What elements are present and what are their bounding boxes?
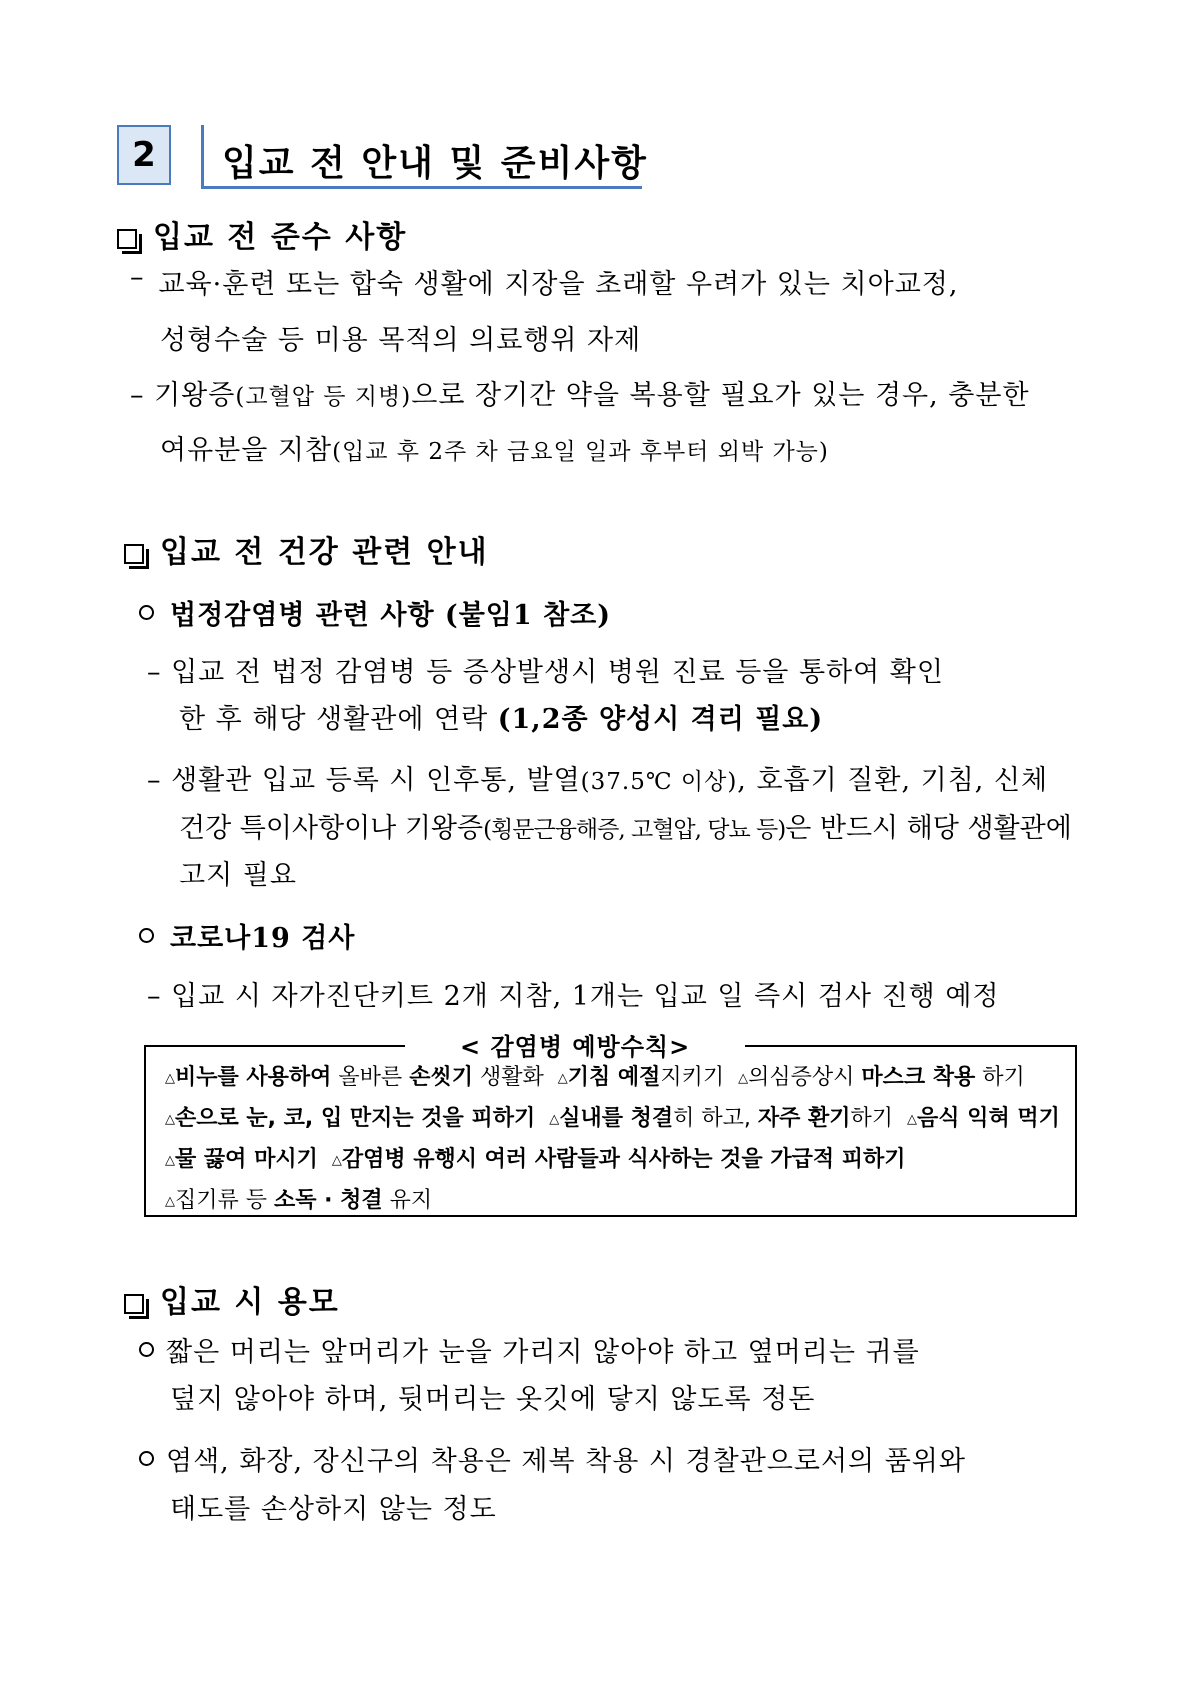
- prevention-text-run: [535, 1106, 549, 1131]
- triangle-bullet-icon: △: [165, 1112, 175, 1127]
- appearance-item-2-line-1-text: 염색, 화장, 장신구의 착용은 제복 착용 시 경찰관으로서의 품위와: [166, 1446, 966, 1477]
- appearance-heading-row: [124, 1277, 340, 1321]
- prevention-text-run: 기침 예절: [567, 1065, 661, 1090]
- triangle-bullet-icon: △: [165, 1194, 175, 1209]
- dash-bullet: –: [147, 981, 162, 1012]
- prevention-text-run: [318, 1147, 332, 1172]
- health-item-2-line-2: [179, 806, 1072, 845]
- triangle-bullet-icon: △: [165, 1153, 175, 1168]
- compliance-item-1-line-2: 성형수술 등 미용 목적의 의료행위 자제: [160, 325, 642, 356]
- appearance-heading: 입교 시 용모: [160, 1285, 340, 1320]
- appearance-item-2-line-1: [139, 1439, 966, 1478]
- triangle-bullet-icon: △: [738, 1071, 749, 1086]
- prevention-text-run: 손으로 눈, 코, 입 만지는 것을 피하기: [175, 1106, 536, 1131]
- dash-bullet: –: [147, 765, 162, 796]
- prevention-text-run: 손씻기: [409, 1065, 473, 1090]
- health-item-1-line-2-text: 한 후 해당 생활관에 연락: [179, 704, 489, 735]
- section-title-bar: [201, 125, 204, 189]
- prevention-text-run: 지키기: [660, 1065, 739, 1090]
- prevention-line-3: [165, 1142, 906, 1173]
- medical-history-note: (횡문근융해증, 고혈압, 당뇨 등): [483, 817, 786, 843]
- health-item-2-line-1: [147, 758, 1048, 797]
- health-item-1-line-1-text: 입교 전 법정 감염병 등 증상발생시 병원 진료 등을 통하여 확인: [171, 657, 944, 688]
- compliance-item-2-line-2-text: 여유분을 지참: [160, 435, 333, 466]
- health-item-2-line-2-text-a: 건강 특이사항이나 기왕증: [179, 813, 484, 844]
- prevention-text-run: 유지: [382, 1188, 433, 1213]
- prevention-rules-title: < 감염병 예방수칙>: [405, 1027, 745, 1062]
- checkbox-icon: [124, 1294, 144, 1314]
- prevention-text-run: 비누를 사용하여: [175, 1065, 332, 1090]
- compliance-heading-row: [117, 212, 407, 256]
- circle-bullet-icon: [139, 928, 154, 943]
- prevention-text-run: 실내를 청결: [559, 1106, 674, 1131]
- section-title-underline: [201, 186, 642, 189]
- health-item-2-line-1-text-c: , 호흡기 질환, 기침, 신체: [737, 765, 1049, 796]
- checkbox-icon: [117, 229, 137, 249]
- prevention-text-run: 소독 · 청결: [274, 1188, 383, 1213]
- dash-bullet: –: [130, 262, 145, 293]
- compliance-item-2-text-a: 기왕증: [154, 380, 236, 411]
- circle-bullet-icon: [139, 1451, 154, 1466]
- health-item-2-line-2-text-c: 은 반드시 해당 생활관에: [785, 813, 1072, 844]
- checkbox-icon: [124, 544, 144, 564]
- covid-heading: 코로나19 검사: [170, 923, 356, 954]
- prevention-text-run: 의심증상시: [748, 1065, 862, 1090]
- compliance-item-2-text-c: 으로 장기간 약을 복용할 필요가 있는 경우, 충분한: [411, 380, 1030, 411]
- dash-bullet: –: [130, 380, 145, 411]
- health-heading-row: [124, 527, 489, 571]
- section-number: 2: [117, 125, 171, 185]
- health-heading: 입교 전 건강 관련 안내: [160, 535, 489, 570]
- covid-item-1-text: 입교 시 자가진단키트 2개 지참, 1개는 입교 일 즉시 검사 진행 예정: [171, 981, 1000, 1012]
- prevention-line-2: [165, 1101, 1060, 1132]
- compliance-item-2-line-1: [130, 373, 1030, 412]
- prevention-text-run: 음식 익혀 먹기: [917, 1106, 1060, 1131]
- covid-heading-row: [139, 916, 355, 955]
- compliance-item-2-line-2-note: (입교 후 2주 차 금요일 일과 후부터 외박 가능): [332, 439, 829, 465]
- triangle-bullet-icon: △: [165, 1071, 175, 1086]
- prevention-text-run: 감염병 유행시 여러 사람들과 식사하는 것을 가급적 피하기: [341, 1147, 906, 1172]
- triangle-bullet-icon: △: [549, 1112, 560, 1127]
- appearance-item-1-line-1: [139, 1330, 920, 1369]
- fever-threshold-note: (37.5℃ 이상): [580, 769, 738, 795]
- prevention-line-1: [165, 1060, 1025, 1091]
- infectious-disease-heading-row: [139, 593, 611, 632]
- prevention-text-run: 자주 환기: [757, 1106, 851, 1131]
- prevention-text-run: 물 끓여 마시기: [175, 1147, 318, 1172]
- infectious-disease-heading: 법정감염병 관련 사항 (붙임1 참조): [170, 600, 612, 631]
- circle-bullet-icon: [139, 1342, 154, 1357]
- section-title: 입교 전 안내 및 준비사항: [222, 143, 648, 184]
- isolation-note: (1,2종 양성시 격리 필요): [497, 704, 824, 735]
- compliance-item-1-line-1-text: 교육·훈련 또는 합숙 생활에 지장을 초래할 우려가 있는 치아교정,: [158, 269, 959, 300]
- health-item-1-line-2: [179, 697, 823, 736]
- compliance-item-1-text: [159, 262, 1078, 301]
- compliance-heading: 입교 전 준수 사항: [153, 220, 408, 255]
- prevention-text-run: 히 하고,: [673, 1106, 758, 1131]
- triangle-bullet-icon: △: [331, 1153, 342, 1168]
- health-item-2-line-3: 고지 필요: [179, 860, 297, 891]
- compliance-item-2-line-2: [160, 428, 829, 467]
- triangle-bullet-icon: △: [907, 1112, 918, 1127]
- prevention-text-run: 올바른: [331, 1065, 410, 1090]
- prevention-text-run: 집기류 등: [175, 1188, 274, 1213]
- appearance-item-2-line-2: 태도를 손상하지 않는 정도: [170, 1494, 497, 1525]
- health-item-2-line-1-text-a: 생활관 입교 등록 시 인후통, 발열: [171, 765, 581, 796]
- prevention-text-run: 하기: [850, 1106, 908, 1131]
- health-item-1-line-1: [147, 650, 944, 689]
- dash-bullet: –: [147, 657, 162, 688]
- covid-item-1: [147, 974, 1000, 1013]
- prevention-text-run: 생활화: [472, 1065, 558, 1090]
- prevention-text-run: 마스크 착용: [861, 1065, 976, 1090]
- triangle-bullet-icon: △: [557, 1071, 568, 1086]
- appearance-item-1-line-1-text: 짧은 머리는 앞머리가 눈을 가리지 않아야 하고 옆머리는 귀를: [166, 1337, 920, 1368]
- prevention-line-4: [165, 1183, 432, 1214]
- circle-bullet-icon: [139, 605, 154, 620]
- compliance-item-2-note: (고혈압 등 지병): [235, 384, 412, 410]
- compliance-item-1-line-1: [130, 262, 1077, 301]
- prevention-text-run: 하기: [975, 1065, 1025, 1090]
- appearance-item-1-line-2: 덮지 않아야 하며, 뒷머리는 옷깃에 닿지 않도록 정돈: [170, 1384, 816, 1415]
